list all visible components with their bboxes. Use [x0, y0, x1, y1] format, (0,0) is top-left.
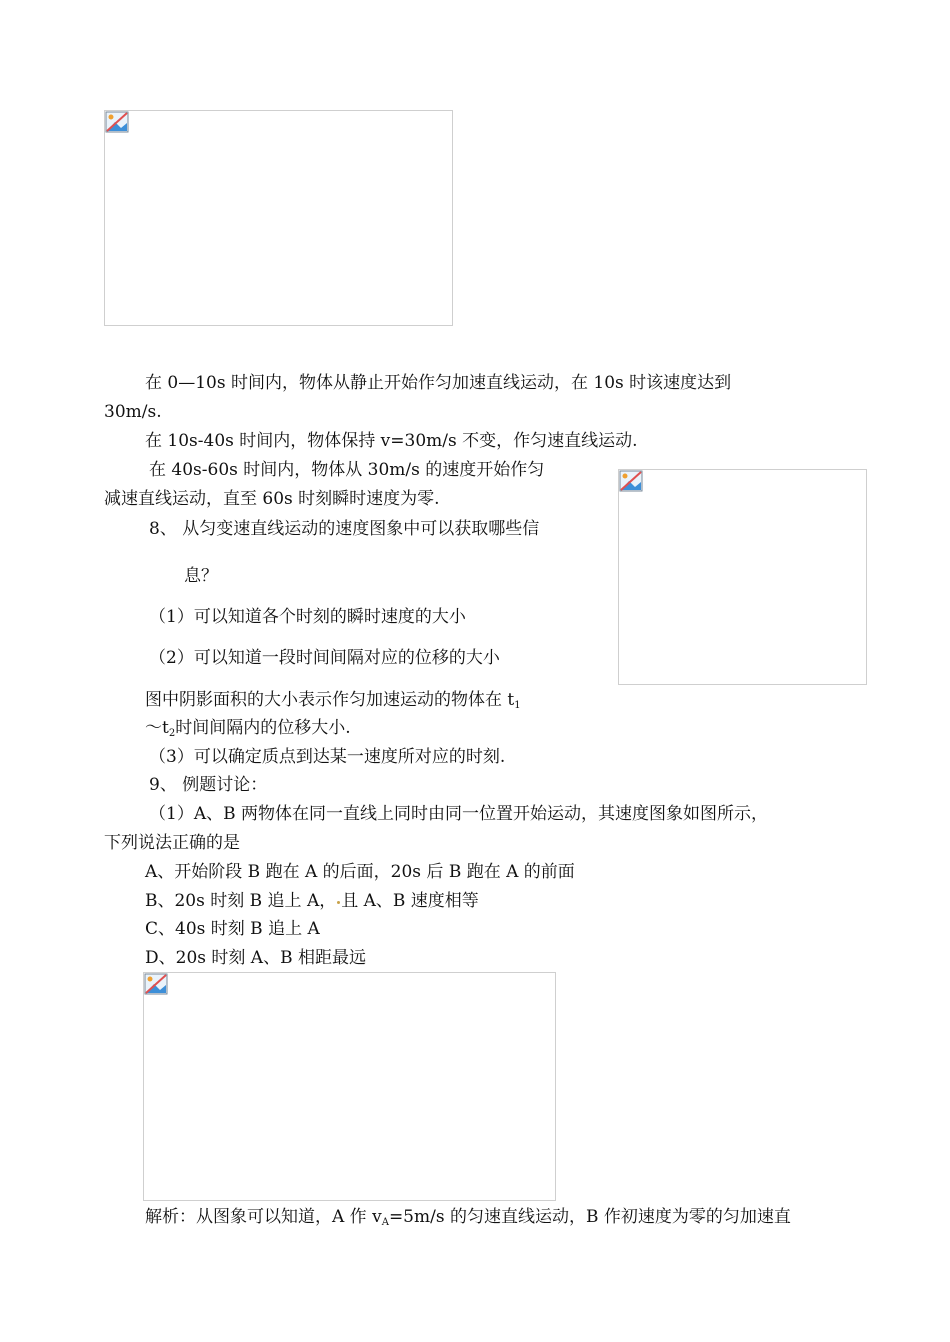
broken-image-icon: [105, 111, 129, 133]
paragraph-line: 在 10s-40s 时间内，物体保持 v=30m/s 不变，作匀速直线运动.: [145, 431, 638, 451]
list-item: （2）可以知道一段时间间隔对应的位移的大小: [149, 648, 500, 668]
option-b: [145, 890, 479, 912]
paragraph-line: 在 0—10s 时间内，物体从静止开始作匀加速直线运动，在 10s 时该速度达到: [145, 373, 732, 393]
stray-mark: [337, 901, 340, 904]
question-8-line: 8、 从匀变速直线运动的速度图象中可以获取哪些信: [149, 519, 540, 539]
subscript: 1: [514, 700, 521, 711]
text-segment: 解析：从图象可以知道，A 作 v: [145, 1207, 382, 1227]
text-segment: B、20s 时刻 B 追上 A，: [145, 891, 337, 911]
text-segment: 且 A、B 速度相等: [341, 891, 479, 911]
option-c: C、40s 时刻 B 追上 A: [145, 919, 320, 939]
image-placeholder-3: [143, 972, 556, 1201]
image-placeholder-2: [618, 469, 867, 685]
option-d: D、20s 时刻 A、B 相距最远: [145, 948, 366, 968]
subscript: A: [381, 1217, 389, 1228]
example-line: 下列说法正确的是: [104, 833, 240, 853]
broken-image-icon: [619, 470, 643, 492]
text-segment: =5m/s 的匀速直线运动，B 作初速度为零的匀加速直: [388, 1207, 791, 1227]
question-8-line: 息？: [184, 566, 218, 586]
text-segment: 图中阴影面积的大小表示作匀加速运动的物体在 t: [145, 690, 515, 710]
image-placeholder-1: [104, 110, 453, 326]
option-a: A、开始阶段 B 跑在 A 的后面，20s 后 B 跑在 A 的前面: [145, 862, 575, 882]
paragraph-line: 减速直线运动，直至 60s 时刻瞬时速度为零.: [104, 489, 440, 509]
question-9-line: 9、 例题讨论：: [149, 775, 268, 795]
paragraph-line: [145, 717, 351, 745]
subscript: 2: [168, 728, 176, 739]
list-item: （3）可以确定质点到达某一速度所对应的时刻.: [149, 747, 506, 767]
broken-image-icon: [144, 973, 168, 995]
text-segment: ～t: [145, 718, 169, 738]
list-item: （1）可以知道各个时刻的瞬时速度的大小: [149, 607, 466, 627]
example-line: （1）A、B 两物体在同一直线上同时由同一位置开始运动，其速度图象如图所示，: [149, 804, 768, 824]
paragraph-line: 在 40s-60s 时间内，物体从 30m/s 的速度开始作匀: [149, 460, 545, 480]
paragraph-line: 30m/s.: [104, 402, 162, 422]
text-segment: 时间间隔内的位移大小.: [175, 718, 351, 738]
analysis-line: [145, 1206, 791, 1234]
paragraph-line: [145, 689, 521, 717]
